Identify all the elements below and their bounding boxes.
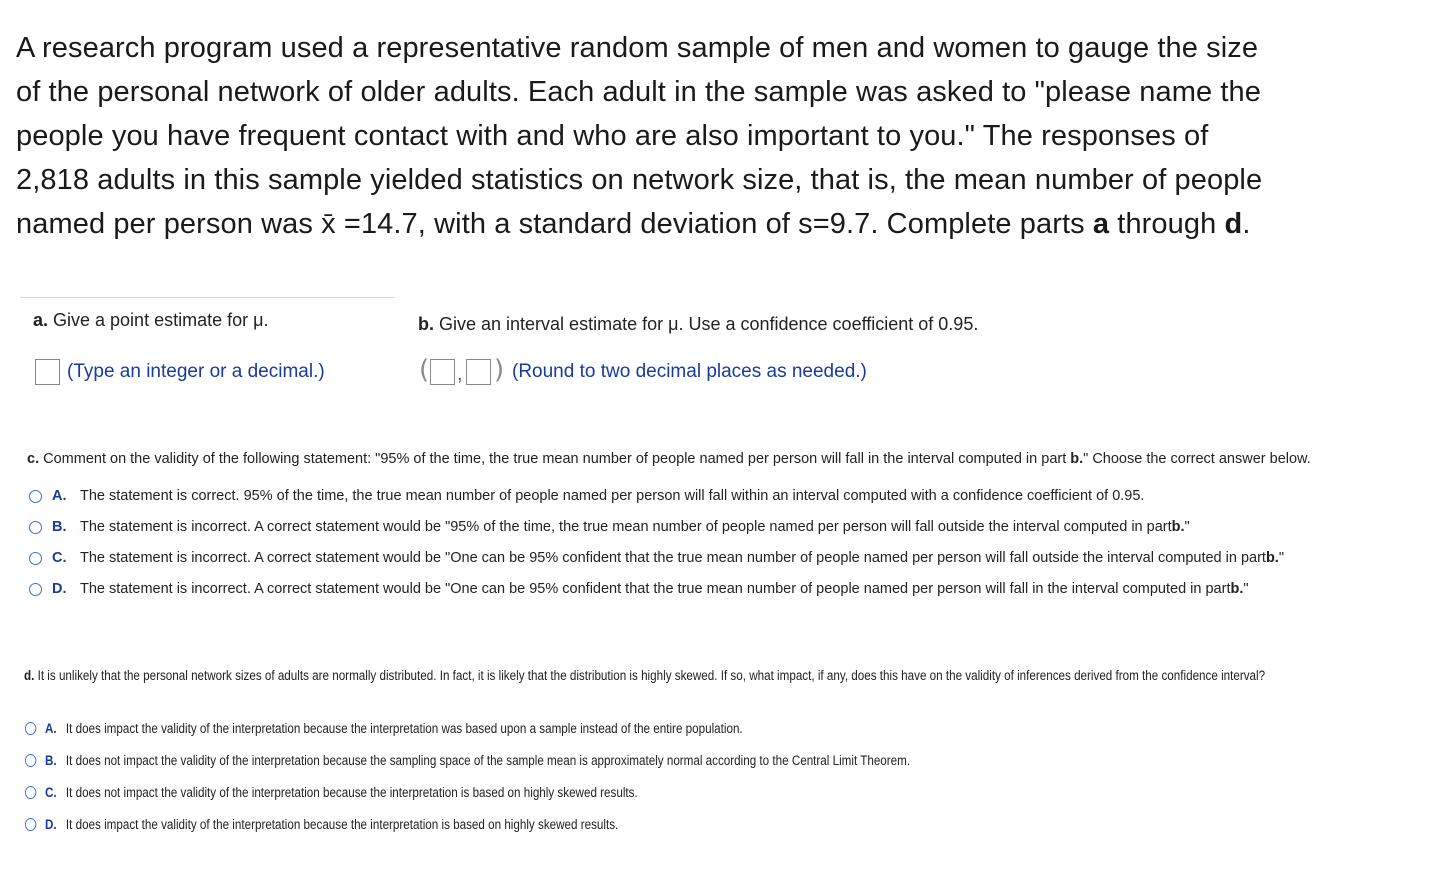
part-d-option-b[interactable] (25, 753, 910, 768)
option-letter: B. (52, 519, 67, 535)
option-bold: b. (1171, 519, 1185, 535)
part-b-close-paren: ) (494, 355, 505, 385)
option-text: It does not impact the validity of the interpretation because the interpretation is based on highly skewed results. (65, 785, 638, 800)
option-letter: C. (45, 785, 57, 800)
option-text: It does impact the validity of the interpretation because the interpretation is based on highly skewed results. (65, 817, 619, 832)
option-end: " (1184, 519, 1190, 535)
option-bold: b. (1230, 581, 1244, 597)
part-c-question (27, 451, 1311, 467)
radio-icon[interactable] (29, 552, 42, 565)
divider (20, 297, 394, 298)
part-a-question (33, 310, 268, 331)
part-c-bold: b. (1070, 451, 1084, 467)
part-d-option-c[interactable] (25, 785, 638, 800)
part-c-text: Comment on the validity of the following statement: "95% of the time, the true mean number of people named per person will fall in the interval computed in part (39, 451, 1071, 467)
part-c-option-c[interactable] (29, 550, 1284, 566)
option-text: It does impact the validity of the interpretation because the interpretation was based upon a sample instead of the entire population. (65, 721, 743, 736)
part-a-hint: (Type an integer or a decimal.) (67, 361, 325, 382)
radio-icon[interactable] (29, 490, 42, 503)
part-d-option-d[interactable] (25, 817, 618, 832)
option-text: The statement is incorrect. A correct statement would be "One can be 95% confident that the true mean number of people named per person will fall in the interval computed in part (80, 581, 1231, 597)
part-d-label: d. (24, 668, 35, 683)
part-c-text-end: " Choose the correct answer below. (1083, 451, 1311, 467)
radio-icon[interactable] (29, 521, 42, 534)
radio-icon[interactable] (25, 722, 36, 735)
radio-icon[interactable] (25, 754, 36, 767)
option-text: It does not impact the validity of the interpretation because the sampling space of the sample mean is approximately normal according to the Central Limit Theorem. (65, 753, 911, 768)
part-d-option-a[interactable] (25, 721, 743, 736)
option-bold: b. (1265, 550, 1279, 566)
option-letter: A. (45, 721, 57, 736)
part-d-question (24, 668, 1265, 683)
option-end: " (1278, 550, 1284, 566)
radio-icon[interactable] (29, 583, 42, 596)
option-end: " (1243, 581, 1249, 597)
option-letter: D. (52, 581, 67, 597)
part-a-text: Give a point estimate for μ. (48, 310, 269, 330)
option-text: The statement is incorrect. A correct statement would be "One can be 95% confident that the true mean number of people named per person will fall outside the interval computed in part (80, 550, 1266, 566)
option-text: The statement is incorrect. A correct statement would be "95% of the time, the true mean number of people named per person will fall outside the interval computed in part (80, 519, 1172, 535)
option-letter: C. (52, 550, 67, 566)
part-c-option-a[interactable] (29, 488, 1144, 504)
part-b-open-paren: ( (419, 355, 430, 385)
part-b-text: Give an interval estimate for μ. Use a confidence coefficient of 0.95. (434, 314, 979, 334)
option-letter: B. (45, 753, 57, 768)
problem-statement (16, 26, 1276, 246)
part-b-hint: (Round to two decimal places as needed.) (512, 361, 867, 382)
part-b-question (418, 314, 978, 335)
problem-bold-a: a (1092, 208, 1110, 240)
part-c-option-b[interactable] (29, 519, 1190, 535)
radio-icon[interactable] (25, 818, 36, 831)
radio-icon[interactable] (25, 786, 36, 799)
part-a-answer-input[interactable] (35, 359, 60, 385)
problem-through: through (1109, 208, 1225, 240)
part-b-lower-input[interactable] (430, 359, 455, 385)
problem-bold-d: d (1224, 208, 1243, 240)
part-c-option-d[interactable] (29, 581, 1249, 597)
part-c-label: c. (27, 451, 40, 467)
problem-period: . (1242, 208, 1251, 240)
option-letter: A. (52, 488, 67, 504)
part-d-text: It is unlikely that the personal network sizes of adults are normally distributed. In fact, it is likely that the distribution is highly skewed. If so, what impact, if any, does this have on the validity of inferences derived from the confidence interval? (34, 668, 1266, 683)
option-text: The statement is correct. 95% of the time, the true mean number of people named per person will fall within an interval computed with a confidence coefficient of 0.95. (80, 488, 1145, 504)
part-b-comma: , (457, 363, 463, 385)
option-letter: D. (45, 817, 57, 832)
part-a-label: a. (33, 310, 49, 330)
problem-text: A research program used a representative random sample of men and women to gauge the size of the personal network of older adults. Each adult in the sample was asked to "please name the people you have frequent contact with and who are also important to you." The responses of 2,818 adults in this sample yielded statistics on network size, that is, the mean number of people named per person was x̄ =14.7, with a standard deviation of s=9.7. Complete parts (16, 32, 1263, 240)
part-b-upper-input[interactable] (466, 359, 491, 385)
part-b-label: b. (418, 314, 434, 334)
